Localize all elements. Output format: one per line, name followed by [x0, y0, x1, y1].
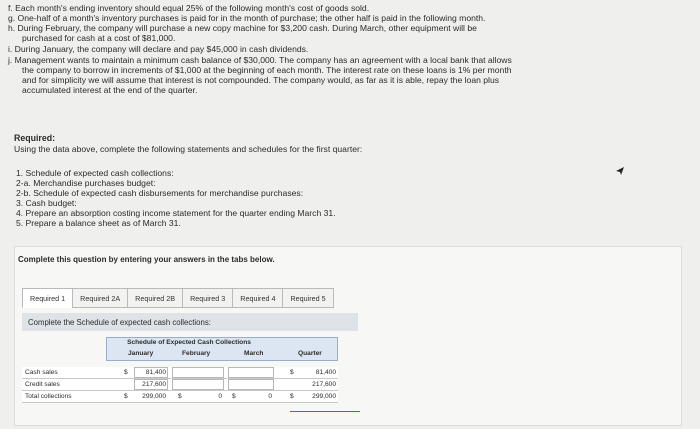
table-row [22, 379, 338, 391]
task-item: 5. Prepare a balance sheet as of March 31. [16, 218, 181, 228]
february-total-value: 0 [218, 393, 222, 400]
tab-required-2b[interactable]: Required 2B [127, 288, 182, 308]
item-j-line2: the company to borrow in increments of $1,000 at the beginning of each month. The interest rate on these loans is 1% per month [22, 65, 512, 75]
task-item: 2-b. Schedule of expected cash disbursements for merchandise purchases: [16, 188, 304, 198]
item-j-line3: and for simplicity we will assume that interest is not compounded. The company would, as far as it is able, repay the loan plus [22, 75, 500, 85]
february-credit-sales-input[interactable] [172, 379, 224, 390]
table-row [22, 367, 338, 379]
item-j-line1: j. Management wants to maintain a minimum cash balance of $30,000. The company has an agreement with a local bank that allows [8, 55, 512, 65]
table-row [22, 391, 338, 403]
column-header-february: February [182, 350, 211, 357]
tab-required-4[interactable]: Required 4 [232, 288, 282, 308]
task-item: 1. Schedule of expected cash collections: [16, 168, 174, 178]
task-item: 3. Cash budget: [16, 198, 77, 208]
row-label: Cash sales [25, 369, 58, 376]
required-heading: Required: [14, 133, 56, 143]
task-item: 2-a. Merchandise purchases budget: [16, 178, 156, 188]
row-label: Total collections [25, 393, 72, 400]
currency-symbol: $ [178, 393, 182, 400]
march-cash-sales-input[interactable] [228, 367, 274, 378]
tab-required-1[interactable]: Required 1 [22, 288, 72, 308]
column-header-quarter: Quarter [298, 350, 322, 357]
item-h-line2: purchased for cash at a cost of $81,000. [22, 33, 176, 43]
mouse-cursor-icon [616, 167, 624, 175]
quarter-total-value: 299,000 [312, 393, 336, 400]
march-total-value: 0 [268, 393, 272, 400]
january-total-value: 299,000 [142, 393, 166, 400]
task-item: 4. Prepare an absorption costing income statement for the quarter ending March 31. [16, 208, 336, 218]
tab-bar [22, 288, 334, 308]
required-instructions: Using the data above, complete the following statements and schedules for the first quarter: [14, 144, 363, 154]
march-credit-sales-input[interactable] [228, 379, 274, 390]
currency-symbol: $ [124, 393, 128, 400]
item-g: g. One-half of a month's inventory purchases is paid for in the month of purchase; the other half is paid in the following month. [8, 13, 486, 23]
tab-required-3[interactable]: Required 3 [182, 288, 232, 308]
row-label: Credit sales [25, 381, 60, 388]
currency-symbol: $ [124, 369, 128, 376]
item-j-line4: accumulated interest at the end of the quarter. [22, 85, 198, 95]
tab-required-2a[interactable]: Required 2A [72, 288, 127, 308]
item-f: f. Each month's ending inventory should equal 25% of the following month's cost of goods sold. [8, 3, 370, 13]
currency-symbol: $ [232, 393, 236, 400]
schedule-title: Schedule of Expected Cash Collections [127, 339, 251, 346]
quarter-cash-sales-value: 81,400 [315, 369, 336, 376]
tab-instruction: Complete the Schedule of expected cash collections: [28, 318, 211, 327]
panel-heading: Complete this question by entering your answers in the tabs below. [18, 255, 275, 264]
column-header-january: January [128, 350, 154, 357]
item-i: i. During January, the company will declare and pay $45,000 in cash dividends. [8, 44, 309, 54]
tab-required-5[interactable]: Required 5 [282, 288, 333, 308]
item-h-line1: h. During February, the company will purchase a new copy machine for $3,200 cash. During March, other equipment will be [8, 23, 477, 33]
january-credit-sales-value: 217,600 [142, 381, 166, 388]
cash-collections-schedule [22, 337, 338, 409]
divider [290, 411, 360, 412]
currency-symbol: $ [290, 393, 294, 400]
february-cash-sales-input[interactable] [172, 367, 224, 378]
column-header-march: March [244, 350, 264, 357]
task-list [16, 168, 336, 228]
january-cash-sales-value: 81,400 [145, 369, 166, 376]
quarter-credit-sales-value: 217,600 [312, 381, 336, 388]
currency-symbol: $ [290, 369, 294, 376]
